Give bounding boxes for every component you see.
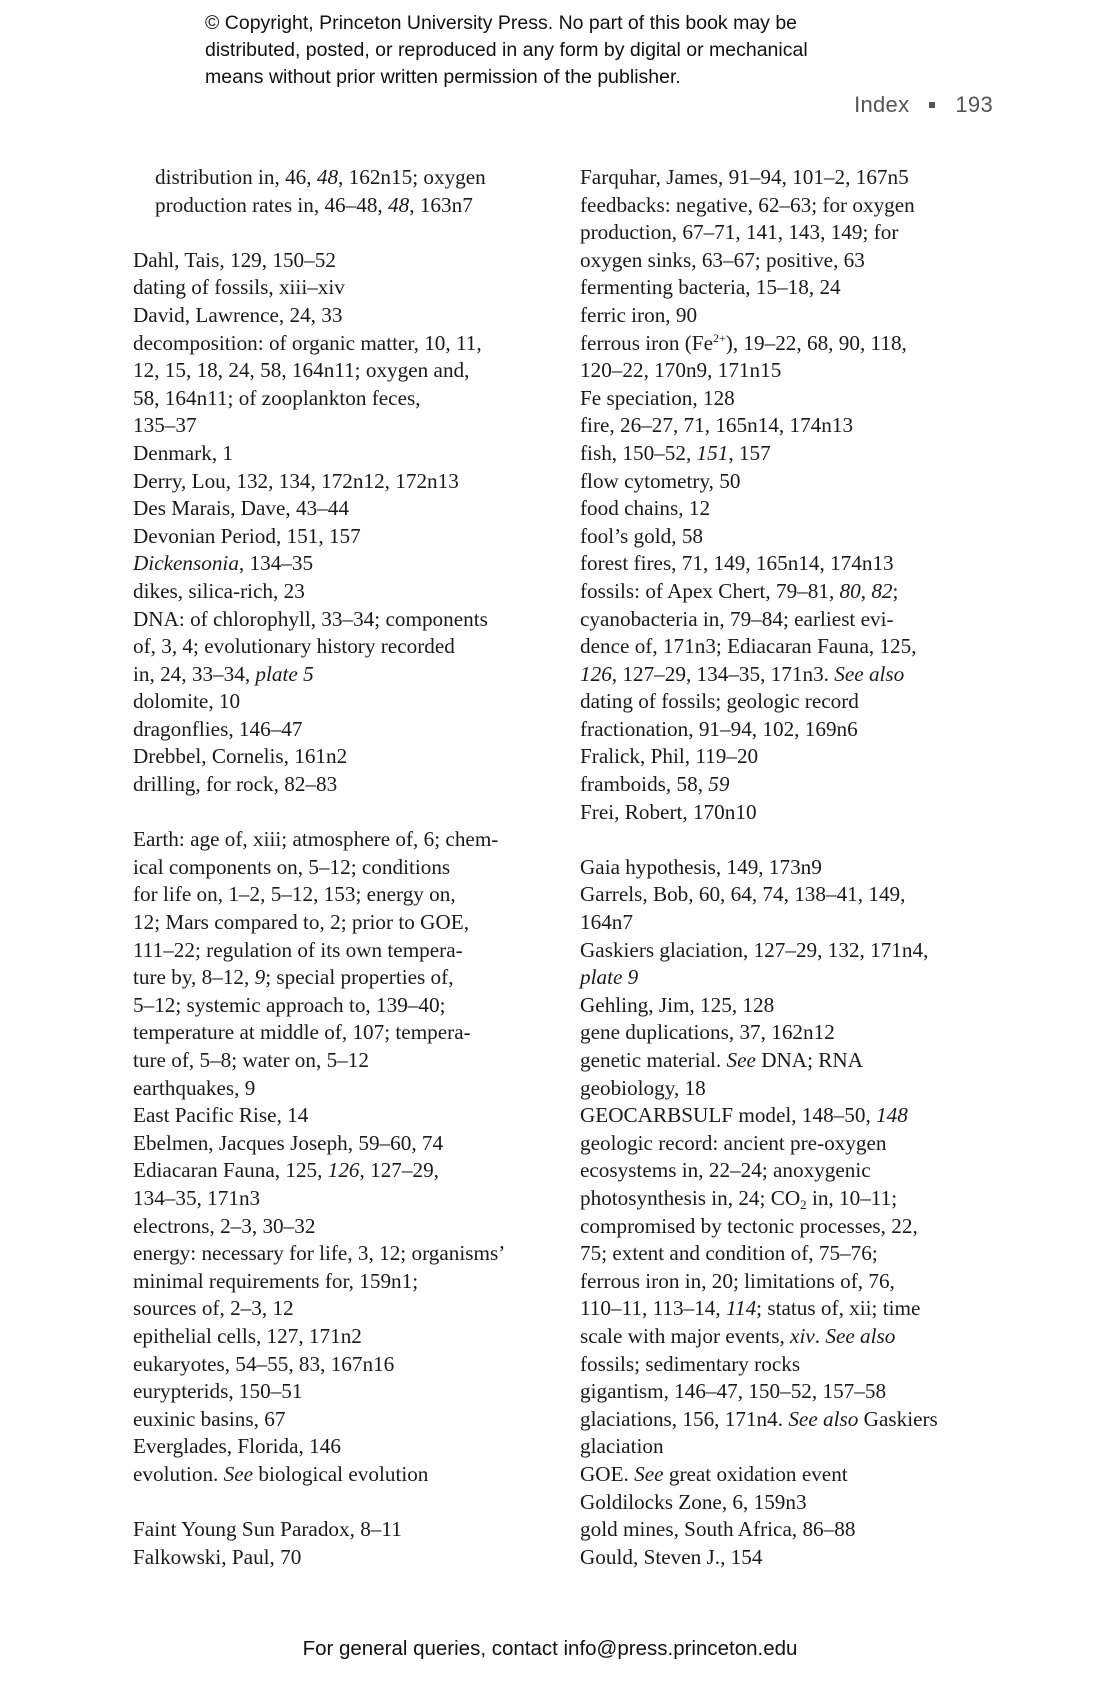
index-line: framboids, 58, 59	[580, 772, 730, 797]
index-entry	[580, 1516, 1010, 1544]
index-line: 12, 15, 18, 24, 58, 164n11; oxygen and,	[133, 358, 470, 383]
index-line: oxygen sinks, 63–67; positive, 63	[580, 247, 865, 272]
index-entry	[580, 1489, 1010, 1517]
letter-group-gap	[580, 826, 1010, 854]
index-line: dolomite, 10	[133, 689, 241, 714]
index-line: East Pacific Rise, 14	[133, 1103, 309, 1128]
index-entry	[580, 192, 1010, 275]
index-entry	[133, 1378, 558, 1406]
index-line: dragonflies, 146–47	[133, 716, 303, 741]
index-line: production rates in, 46–48, 48, 163n7	[155, 192, 473, 217]
index-line: 120–22, 170n9, 171n15	[580, 358, 782, 383]
index-line: production, 67–71, 141, 143, 149; for	[580, 220, 899, 245]
index-entry	[580, 412, 1010, 440]
index-entry	[580, 164, 1010, 192]
index-entry	[133, 440, 558, 468]
index-entry	[580, 881, 1010, 936]
copyright-line: distributed, posted, or reproduced in any form by digital or mechanical	[205, 39, 808, 61]
index-entry	[580, 468, 1010, 496]
page-number: 193	[955, 92, 993, 117]
index-line: Frei, Robert, 170n10	[580, 799, 757, 824]
index-line: glaciations, 156, 171n4. See also Gaskiers	[580, 1406, 938, 1431]
index-line: GEOCARBSULF model, 148–50, 148	[580, 1103, 908, 1128]
index-entry	[133, 468, 558, 496]
index-line: photosynthesis in, 24; $CO_2$ in, 10–11;	[580, 1185, 898, 1212]
index-line: gold mines, South Africa, 86–88	[580, 1517, 856, 1542]
index-entry	[133, 1516, 558, 1544]
index-entry	[133, 1240, 558, 1323]
index-entry	[133, 771, 558, 799]
index-entry	[133, 743, 558, 771]
index-line: scale with major events, xiv. See also	[580, 1323, 896, 1348]
index-entry	[580, 550, 1010, 578]
index-entry	[580, 743, 1010, 771]
index-line: electrons, 2–3, 30–32	[133, 1213, 316, 1238]
index-entry	[580, 302, 1010, 330]
index-entry	[580, 495, 1010, 523]
index-line: fool’s gold, 58	[580, 523, 704, 548]
index-line: dence of, 171n3; Ediacaran Fauna, 125,	[580, 634, 917, 659]
index-line: ture of, 5–8; water on, 5–12	[133, 1048, 369, 1072]
index-line: Denmark, 1	[133, 440, 234, 465]
running-head	[854, 92, 993, 118]
index-line: genetic material. See DNA; RNA	[580, 1048, 864, 1072]
index-line: drilling, for rock, 82–83	[133, 772, 338, 797]
index-entry	[580, 274, 1010, 302]
index-entry	[580, 1047, 1010, 1075]
index-entry	[580, 771, 1010, 799]
index-entry	[580, 1378, 1010, 1406]
index-line: 134–35, 171n3	[133, 1185, 261, 1210]
index-line: feedbacks: negative, 62–63; for oxygen	[580, 192, 915, 217]
index-line: geobiology, 18	[580, 1075, 706, 1100]
index-entry	[580, 799, 1010, 827]
index-line: 58, 164n11; of zooplankton feces,	[133, 385, 421, 410]
index-entry	[133, 688, 558, 716]
index-line: 12; Mars compared to, 2; prior to GOE,	[133, 910, 469, 935]
index-line: Gould, Steven J., 154	[580, 1544, 763, 1569]
index-line: ical components on, 5–12; conditions	[133, 854, 451, 879]
index-line: decomposition: of organic matter, 10, 11,	[133, 330, 482, 355]
index-line: Earth: age of, xiii; atmosphere of, 6; chem-	[133, 827, 499, 852]
index-entry	[133, 1102, 558, 1130]
index-line: eukaryotes, 54–55, 83, 167n16	[133, 1351, 395, 1376]
index-line: compromised by tectonic processes, 22,	[580, 1213, 918, 1238]
index-line: ecosystems in, 22–24; anoxygenic	[580, 1158, 871, 1183]
index-entry	[580, 1461, 1010, 1489]
index-line: 5–12; systemic approach to, 139–40;	[133, 992, 446, 1017]
index-entry	[580, 440, 1010, 468]
index-entry	[133, 302, 558, 330]
index-entry	[133, 523, 558, 551]
index-entry	[580, 523, 1010, 551]
index-line: energy: necessary for life, 3, 12; organisms’	[133, 1241, 506, 1266]
index-entry	[580, 1102, 1010, 1130]
index-line: 164n7	[580, 910, 633, 935]
index-line: plate 9	[580, 965, 639, 990]
index-entry	[580, 578, 1010, 716]
index-line: sources of, 2–3, 12	[133, 1296, 294, 1321]
index-line: GOE. See great oxidation event	[580, 1461, 848, 1486]
index-line: Gehling, Jim, 125, 128	[580, 992, 775, 1017]
index-line: Faint Young Sun Paradox, 8–11	[133, 1517, 402, 1542]
index-line: minimal requirements for, 159n1;	[133, 1268, 419, 1293]
index-line: Des Marais, Dave, 43–44	[133, 496, 349, 521]
letter-group-gap	[133, 219, 558, 247]
section-title: Index	[854, 92, 910, 117]
index-line: gigantism, 146–47, 150–52, 157–58	[580, 1379, 887, 1404]
index-line: Farquhar, James, 91–94, 101–2, 167n5	[580, 165, 909, 189]
footer-contact: For general queries, contact info@press.princeton.edu	[302, 1637, 798, 1660]
index-line: Ediacaran Fauna, 125, 126, 127–29,	[133, 1158, 439, 1183]
index-line: Derry, Lou, 132, 134, 172n12, 172n13	[133, 468, 459, 493]
index-line: Fe speciation, 128	[580, 385, 735, 410]
index-entry	[133, 1433, 558, 1461]
index-line: evolution. See biological evolution	[133, 1461, 429, 1486]
index-line: glaciation	[580, 1434, 664, 1459]
index-entry	[133, 274, 558, 302]
index-line: Gaia hypothesis, 149, 173n9	[580, 854, 822, 879]
index-entry	[580, 330, 1010, 385]
index-entry	[580, 1019, 1010, 1047]
index-line: Devonian Period, 151, 157	[133, 523, 361, 548]
index-line: in, 24, 33–34, plate 5	[133, 661, 314, 686]
copyright-line: © Copyright, Princeton University Press. No part of this book may be	[205, 12, 798, 34]
index-column-left	[133, 164, 558, 1571]
index-entry	[133, 578, 558, 606]
index-line: for life on, 1–2, 5–12, 153; energy on,	[133, 882, 456, 907]
index-entry	[133, 550, 558, 578]
copyright-line: means without prior written permission of the publisher.	[205, 66, 681, 88]
index-line: Drebbel, Cornelis, 161n2	[133, 744, 348, 769]
index-line: euxinic basins, 67	[133, 1406, 286, 1431]
index-entry	[580, 1544, 1010, 1572]
index-entry	[133, 1323, 558, 1351]
index-line: epithelial cells, 127, 171n2	[133, 1323, 362, 1348]
index-line: gene duplications, 37, 162n12	[580, 1020, 835, 1045]
index-line: dikes, silica-rich, 23	[133, 578, 305, 603]
index-entry	[580, 1406, 1010, 1461]
index-entry	[133, 1157, 558, 1212]
index-line: fractionation, 91–94, 102, 169n6	[580, 716, 858, 741]
index-line: fossils; sedimentary rocks	[580, 1351, 801, 1376]
index-line: fermenting bacteria, 15–18, 24	[580, 275, 841, 300]
index-line: Falkowski, Paul, 70	[133, 1544, 302, 1569]
index-line: ferric iron, 90	[580, 302, 698, 327]
index-entry	[133, 606, 558, 689]
copyright-notice	[205, 10, 925, 91]
index-line: distribution in, 46, 48, 162n15; oxygen	[155, 165, 486, 189]
index-line: forest fires, 71, 149, 165n14, 174n13	[580, 551, 894, 576]
index-line: Dickensonia, 134–35	[133, 551, 314, 576]
index-column-right	[580, 164, 1010, 1571]
index-line: David, Lawrence, 24, 33	[133, 302, 343, 327]
index-entry	[133, 247, 558, 275]
index-entry	[580, 937, 1010, 992]
index-line: ture by, 8–12, 9; special properties of,	[133, 965, 454, 990]
index-line: geologic record: ancient pre-oxygen	[580, 1130, 887, 1155]
index-line: food chains, 12	[580, 496, 711, 521]
index-line: dating of fossils, xiii–xiv	[133, 275, 345, 300]
index-line: 111–22; regulation of its own tempera-	[133, 937, 463, 962]
index-entry	[133, 1213, 558, 1241]
letter-group-gap	[133, 1489, 558, 1517]
index-entry	[133, 1075, 558, 1103]
index-entry	[580, 854, 1010, 882]
index-line: Goldilocks Zone, 6, 159n3	[580, 1489, 807, 1514]
index-entry	[133, 1544, 558, 1572]
index-entry-continuation	[133, 164, 558, 219]
index-line: flow cytometry, 50	[580, 468, 741, 493]
index-line: fish, 150–52, 151, 157	[580, 440, 771, 465]
index-line: 75; extent and condition of, 75–76;	[580, 1241, 878, 1266]
index-entry	[133, 1461, 558, 1489]
index-line: Gaskiers glaciation, 127–29, 132, 171n4,	[580, 937, 929, 962]
index-entry	[133, 495, 558, 523]
index-line: temperature at middle of, 107; tempera-	[133, 1020, 471, 1045]
index-line: cyanobacteria in, 79–84; earliest evi-	[580, 606, 894, 631]
index-line: Everglades, Florida, 146	[133, 1434, 341, 1459]
index-line: dating of fossils; geologic record	[580, 689, 859, 714]
index-line: eurypterids, 150–51	[133, 1379, 303, 1404]
index-line: Ebelmen, Jacques Joseph, 59–60, 74	[133, 1130, 444, 1155]
letter-group-gap	[133, 799, 558, 827]
index-line: 135–37	[133, 413, 197, 438]
index-entry	[580, 1075, 1010, 1103]
index-entry	[133, 1351, 558, 1379]
index-entry	[133, 716, 558, 744]
index-entry	[133, 1406, 558, 1434]
index-line: Garrels, Bob, 60, 64, 74, 138–41, 149,	[580, 882, 906, 907]
index-line: fire, 26–27, 71, 165n14, 174n13	[580, 413, 854, 438]
index-entry	[580, 992, 1010, 1020]
index-entry	[133, 826, 558, 1074]
index-line: fossils: of Apex Chert, 79–81, 80, 82;	[580, 578, 899, 603]
index-entry	[133, 330, 558, 440]
index-line: Dahl, Tais, 129, 150–52	[133, 247, 336, 272]
index-line: ferrous iron $(Fe^{2+})$, 19–22, 68, 90, 118,	[580, 330, 907, 355]
index-line: Fralick, Phil, 119–20	[580, 744, 759, 769]
index-line: ferrous iron in, 20; limitations of, 76,	[580, 1268, 895, 1293]
index-entry	[580, 716, 1010, 744]
index-line: of, 3, 4; evolutionary history recorded	[133, 634, 455, 659]
index-entry	[580, 1130, 1010, 1378]
index-line: DNA: of chlorophyll, 33–34; components	[133, 606, 488, 631]
index-entry	[580, 385, 1010, 413]
index-line: 110–11, 113–14, 114; status of, xii; time	[580, 1296, 921, 1321]
index-line: earthquakes, 9	[133, 1075, 256, 1100]
separator-square-icon	[929, 102, 935, 108]
index-line: 126, 127–29, 134–35, 171n3. See also	[580, 661, 905, 686]
index-entry	[133, 1130, 558, 1158]
